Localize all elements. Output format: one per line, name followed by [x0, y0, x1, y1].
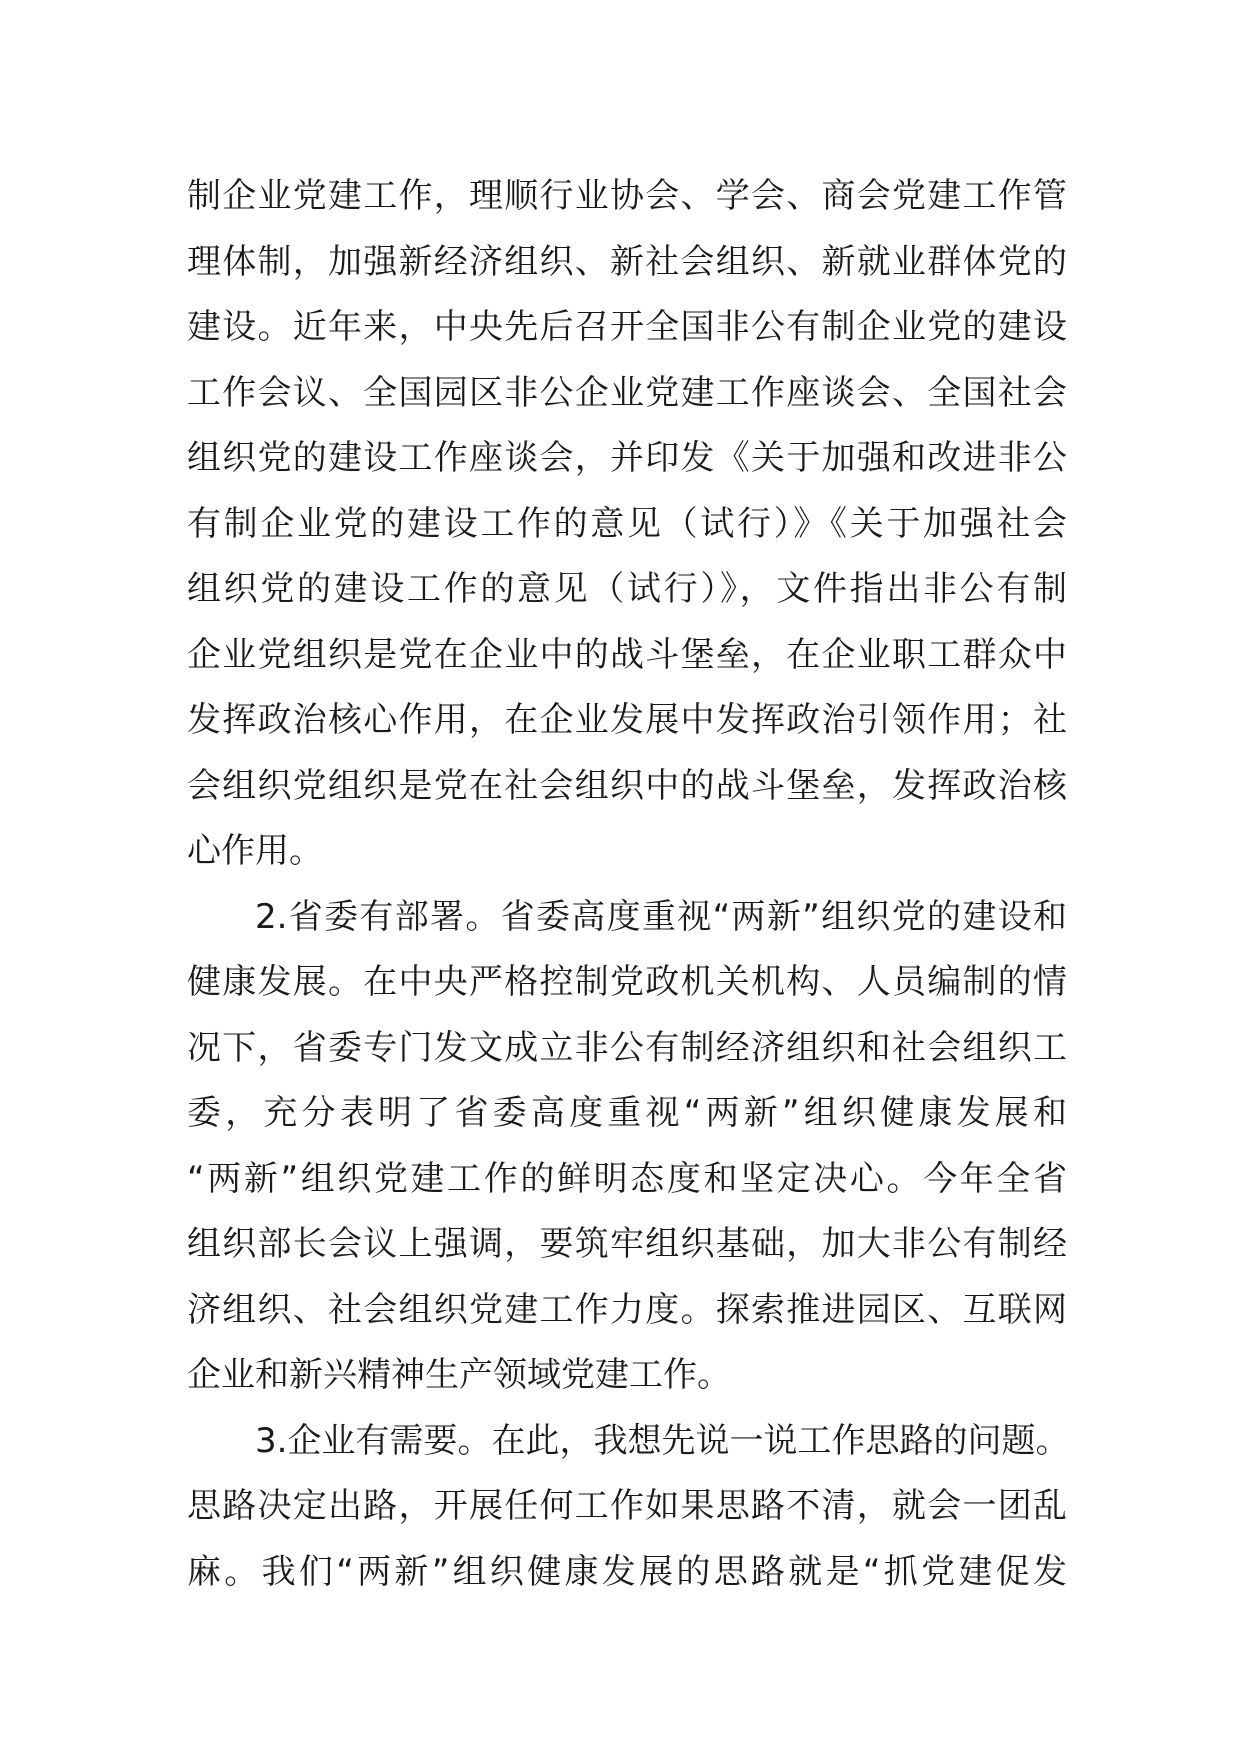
text-line: 制企业党建工作，理顺行业协会、学会、商会党建工作管	[187, 176, 1067, 216]
text-line: 发挥政治核心作用，在企业发展中发挥政治引领作用；社	[187, 700, 1067, 740]
text-line: 组织党的建设工作座谈会，并印发《关于加强和改进非公	[187, 438, 1067, 478]
text-line: 会组织党组织是党在社会组织中的战斗堡垒，发挥政治核	[187, 765, 1067, 806]
text-line: 有制企业党的建设工作的意见（试行）》《关于加强社会	[187, 503, 1067, 544]
text-line: 健康发展。在中央严格控制党政机关机构、人员编制的情	[187, 962, 1067, 1002]
text-line: 况下，省委专门发文成立非公有制经济组织和社会组织工	[187, 1027, 1067, 1068]
text-line: 委，充分表明了省委高度重视“两新”组织健康发展和	[187, 1093, 1067, 1133]
text-line: 济组织、社会组织党建工作力度。探索推进园区、互联网	[187, 1289, 1067, 1330]
text-line: 思路决定出路，开展任何工作如果思路不清，就会一团乱	[187, 1486, 1067, 1526]
text-line: 企业和新兴精神生产领域党建工作。	[187, 1355, 731, 1395]
text-line: 组织部长会议上强调，要筑牢组织基础，加大非公有制经	[187, 1224, 1067, 1264]
text-line: “两新”组织党建工作的鲜明态度和坚定决心。今年全省	[187, 1158, 1067, 1199]
text-line: 组织党的建设工作的意见（试行）》，文件指出非公有制	[187, 569, 1067, 609]
paragraph-start-line: 2.省委有部署。省委高度重视“两新”组织党的建设和	[255, 896, 1067, 937]
paragraph-start-line: 3.企业有需要。在此，我想先说一说工作思路的问题。	[255, 1420, 1070, 1461]
text-line: 企业党组织是党在企业中的战斗堡垒，在企业职工群众中	[187, 634, 1067, 675]
text-line: 心作用。	[187, 831, 323, 871]
text-line: 理体制，加强新经济组织、新社会组织、新就业群体党的	[187, 241, 1067, 282]
text-line: 建设。近年来，中央先后召开全国非公有制企业党的建设	[187, 307, 1067, 347]
text-line: 工作会议、全国园区非公企业党建工作座谈会、全国社会	[187, 372, 1067, 413]
body-text	[187, 164, 1070, 1605]
text-line: 麻。我们“两新”组织健康发展的思路就是“抓党建促发	[187, 1551, 1067, 1592]
